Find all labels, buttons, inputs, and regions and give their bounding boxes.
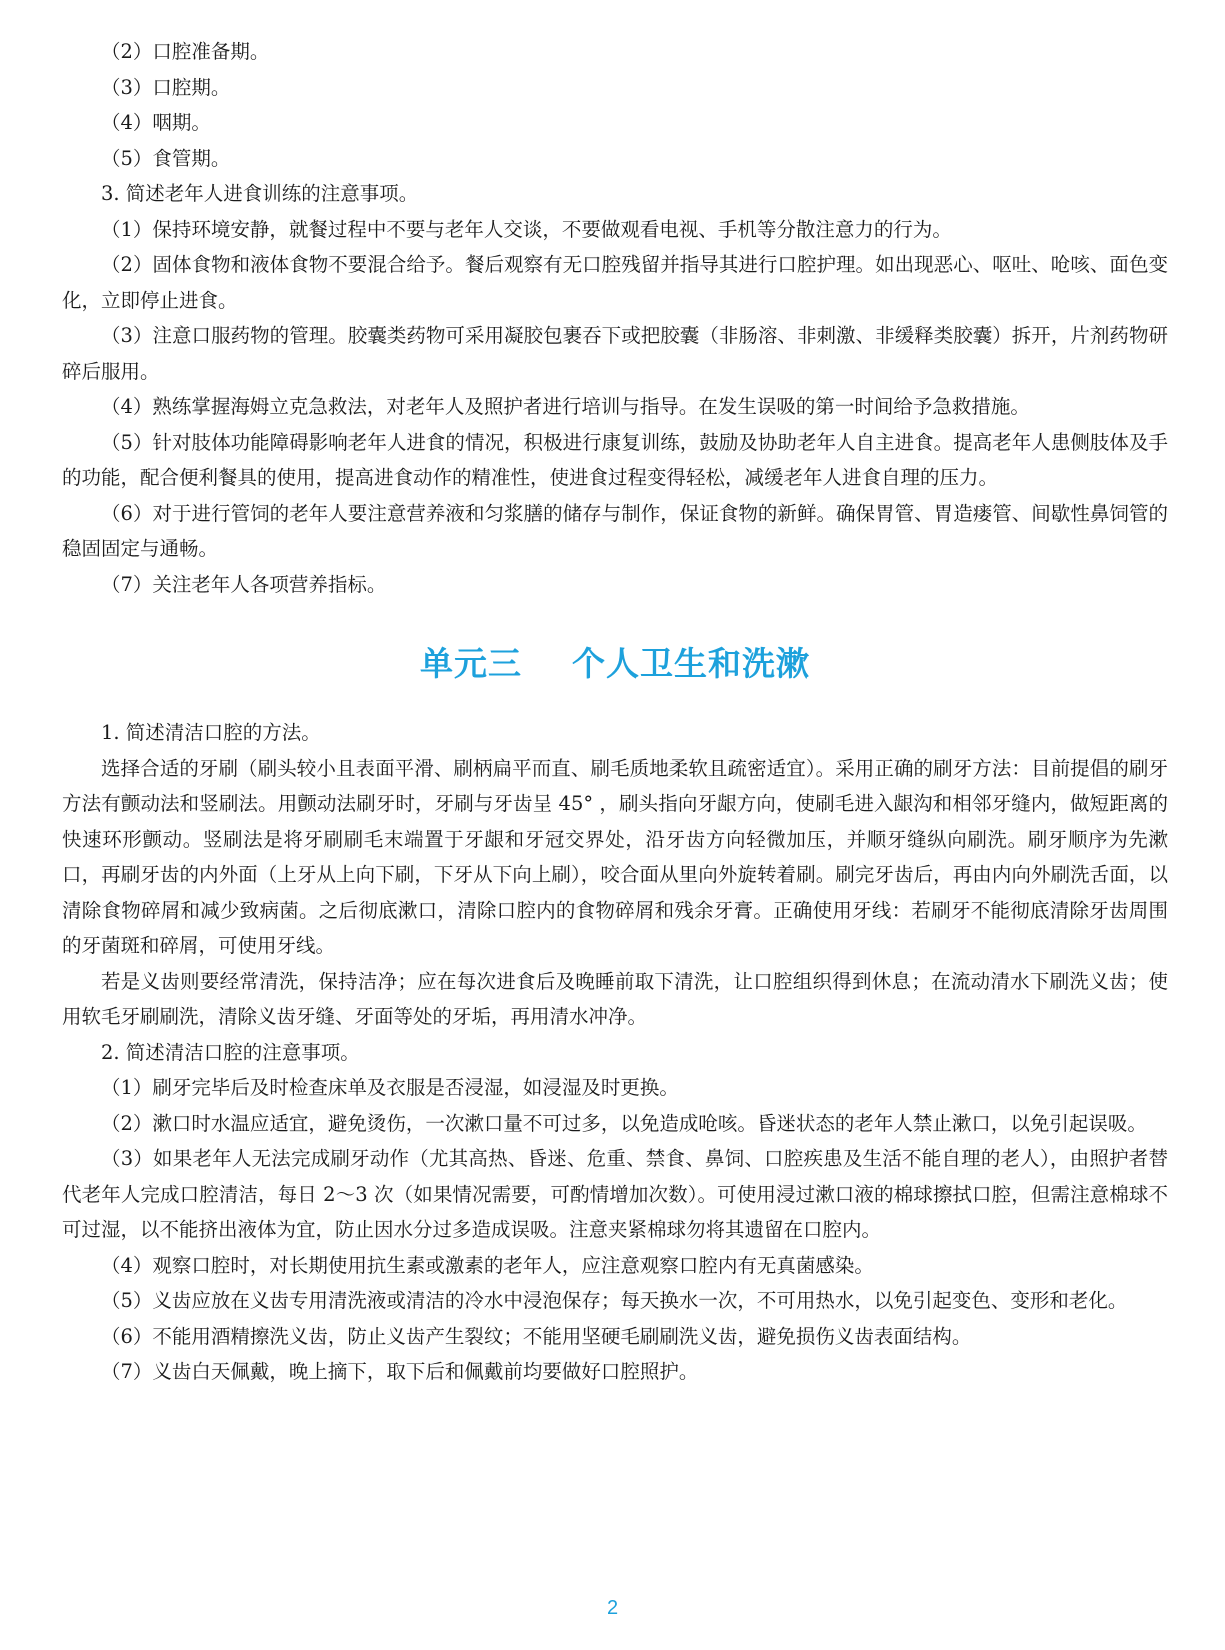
paragraph-swallow-stage-5: （5）食管期。 <box>101 146 231 170</box>
feeding-note-3: （3）注意口服药物的管理。胶囊类药物可采用凝胶包裹吞下或把胶囊（非肠溶、非刺激、非缓释类胶囊）拆开，片剂药物研碎后服用。 <box>62 324 1168 383</box>
oral-care-note-7: （7）义齿白天佩戴，晚上摘下，取下后和佩戴前均要做好口腔照护。 <box>101 1360 699 1383</box>
feeding-note-6: （6）对于进行管饲的老年人要注意营养液和匀浆膳的储存与制作，保证食物的新鲜。确保胃管、胃造瘘管、间歇性鼻饲管的稳固固定与通畅。 <box>62 501 1168 560</box>
oral-care-note-6: （6）不能用酒精擦洗义齿，防止义齿产生裂纹；不能用坚硬毛刷刷洗义齿，避免损伤义齿表面结构。 <box>101 1324 972 1348</box>
oral-care-note-4: （4）观察口腔时，对长期使用抗生素或激素的老年人，应注意观察口腔内有无真菌感染。 <box>101 1253 874 1277</box>
oral-cleaning-method: 选择合适的牙刷（刷头较小且表面平滑、刷柄扁平而直、刷毛质地柔软且疏密适宜）。采用正确的刷牙方法：目前提倡的刷牙方法有颤动法和竖刷法。用颤动法刷牙时，牙刷与牙齿呈 45° ，刷头指向牙龈方向，使刷毛进入龈沟和相邻牙缝内，做短距离的快速环形颤动。竖刷法是将牙刷刷毛末端置于牙龈和牙冠交界处，沿牙齿方向轻微加压，并顺牙缝纵向刷洗。刷牙顺序为先漱口，再刷牙齿的内外面（上牙从上向下刷，下牙从下向上刷），咬合面从里向外旋转着刷。刷完牙齿后，再由内向外刷洗舌面，以清除食物碎屑和减少致病菌。之后彻底漱口，清除口腔内的食物碎屑和残余牙膏。正确使用牙线：若刷牙不能彻底清除牙齿周围的牙菌斑和碎屑，可使用牙线。 <box>62 756 1168 957</box>
feeding-note-2: （2）固体食物和液体食物不要混合给予。餐后观察有无口腔残留并指导其进行口腔护理。如出现恶心、呕吐、呛咳、面色变化，立即停止进食。 <box>62 253 1168 312</box>
feeding-note-1: （1）保持环境安静，就餐过程中不要与老年人交谈，不要做观看电视、手机等分散注意力的行为。 <box>101 217 952 241</box>
page-number: 2 <box>606 1597 619 1619</box>
feeding-note-4: （4）熟练掌握海姆立克急救法，对老年人及照护者进行培训与指导。在发生误吸的第一时间给予急救措施。 <box>101 395 1030 418</box>
oral-care-note-2: （2）漱口时水温应适宜，避免烫伤，一次漱口量不可过多，以免造成呛咳。昏迷状态的老年人禁止漱口，以免引起误吸。 <box>101 1111 1147 1135</box>
paragraph-swallow-stage-3: （3）口腔期。 <box>101 75 231 99</box>
paragraph-swallow-stage-4: （4）咽期。 <box>101 111 211 134</box>
oral-care-note-3: （3）如果老年人无法完成刷牙动作（尤其高热、昏迷、危重、禁食、鼻饲、口腔疾患及生活不能自理的老人），由照护者替代老年人完成口腔清洁，每日 2～3 次（如果情况需要，可酌情增加次数）。可使用浸过漱口液的棉球擦拭口腔，但需注意棉球不可过湿，以不能挤出液体为宜，防止因水分过多造成误吸。注意夹紧棉球勿将其遗留在口腔内。 <box>62 1147 1168 1241</box>
page-body <box>62 34 1168 1390</box>
feeding-note-7: （7）关注老年人各项营养指标。 <box>101 572 387 596</box>
question-2-title: 2. 简述清洁口腔的注意事项。 <box>101 1040 360 1064</box>
paragraph-swallow-stage-2: （2）口腔准备期。 <box>101 40 270 63</box>
oral-care-note-1: （1）刷牙完毕后及时检查床单及衣服是否浸湿，如浸湿及时更换。 <box>101 1076 679 1099</box>
question-3-title: 3. 简述老年人进食训练的注意事项。 <box>101 182 419 205</box>
denture-cleaning: 若是义齿则要经常清洗，保持洁净；应在每次进食后及晚睡前取下清洗，让口腔组织得到休息；在流动清水下刷洗义齿；使用软毛牙刷刷洗，清除义齿牙缝、牙面等处的牙垢，再用清水冲净。 <box>62 969 1168 1028</box>
question-1-title: 1. 简述清洁口腔的方法。 <box>101 721 321 744</box>
feeding-note-5: （5）针对肢体功能障碍影响老年人进食的情况，积极进行康复训练，鼓励及协助老年人自主进食。提高老年人患侧肢体及手的功能，配合便利餐具的使用，提高进食动作的精准性，使进食过程变得轻松，减缓老年人进食自理的压力。 <box>62 430 1168 489</box>
oral-care-note-5: （5）义齿应放在义齿专用清洗液或清洁的冷水中浸泡保存；每天换水一次，不可用热水，以免引起变色、变形和老化。 <box>101 1289 1128 1312</box>
unit-heading: 单元三 个人卫生和洗漱 <box>420 644 810 683</box>
